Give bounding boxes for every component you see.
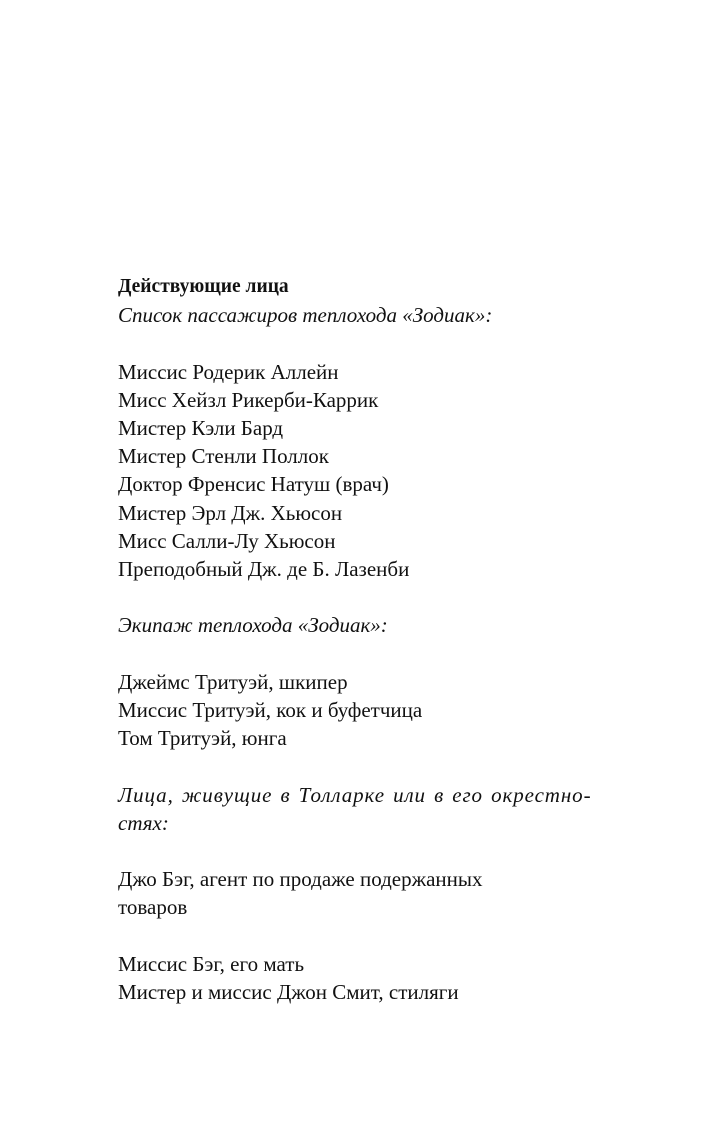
- list-item: Миссис Родерик Аллейн: [118, 359, 339, 384]
- list-item-line: Джо Бэг, агент по продаже подержанных: [118, 867, 483, 892]
- locals-subtitle: [118, 781, 608, 837]
- cast-list-page: [118, 273, 608, 1006]
- list-item: Мисс Салли-Лу Хьюсон: [118, 528, 336, 553]
- list-item-line: товаров: [118, 895, 188, 920]
- locals-list: [118, 950, 608, 1006]
- list-item: Доктор Френсис Натуш (врач): [118, 472, 389, 497]
- cast-heading: Действующие лица: [118, 276, 289, 297]
- crew-list: [118, 668, 608, 753]
- list-item: Миссис Бэг, его мать: [118, 951, 305, 976]
- passengers-subtitle: Список пассажиров теплохода «Зодиак»:: [118, 303, 493, 328]
- spacer: [118, 583, 608, 611]
- list-item: Том Тритуэй, юнга: [118, 726, 287, 751]
- locals-entry-bag: [118, 865, 608, 921]
- list-item: Мистер Кэли Бард: [118, 416, 284, 440]
- crew-subtitle: Экипаж теплохода «Зодиак»:: [118, 613, 388, 638]
- locals-subtitle-line: Лица, живущие в Толларке или в его окрестно-: [118, 782, 592, 807]
- list-item: Мистер Стенли Поллок: [118, 444, 329, 469]
- passengers-list: [118, 358, 608, 584]
- list-item: Мистер и миссис Джон Смит, стиляги: [118, 979, 459, 1004]
- list-item: Джеймс Тритуэй, шкипер: [118, 669, 348, 694]
- list-item: Миссис Тритуэй, кок и буфетчица: [118, 698, 423, 722]
- list-item: Мистер Эрл Дж. Хьюсон: [118, 500, 343, 525]
- spacer: [118, 329, 608, 357]
- spacer: [118, 640, 608, 668]
- spacer: [118, 837, 608, 865]
- locals-subtitle-line: стях:: [118, 810, 169, 835]
- list-item: Мисс Хейзл Рикерби-Каррик: [118, 387, 379, 412]
- spacer: [118, 752, 608, 780]
- spacer: [118, 922, 608, 950]
- list-item: Преподобный Дж. де Б. Лазенби: [118, 557, 410, 582]
